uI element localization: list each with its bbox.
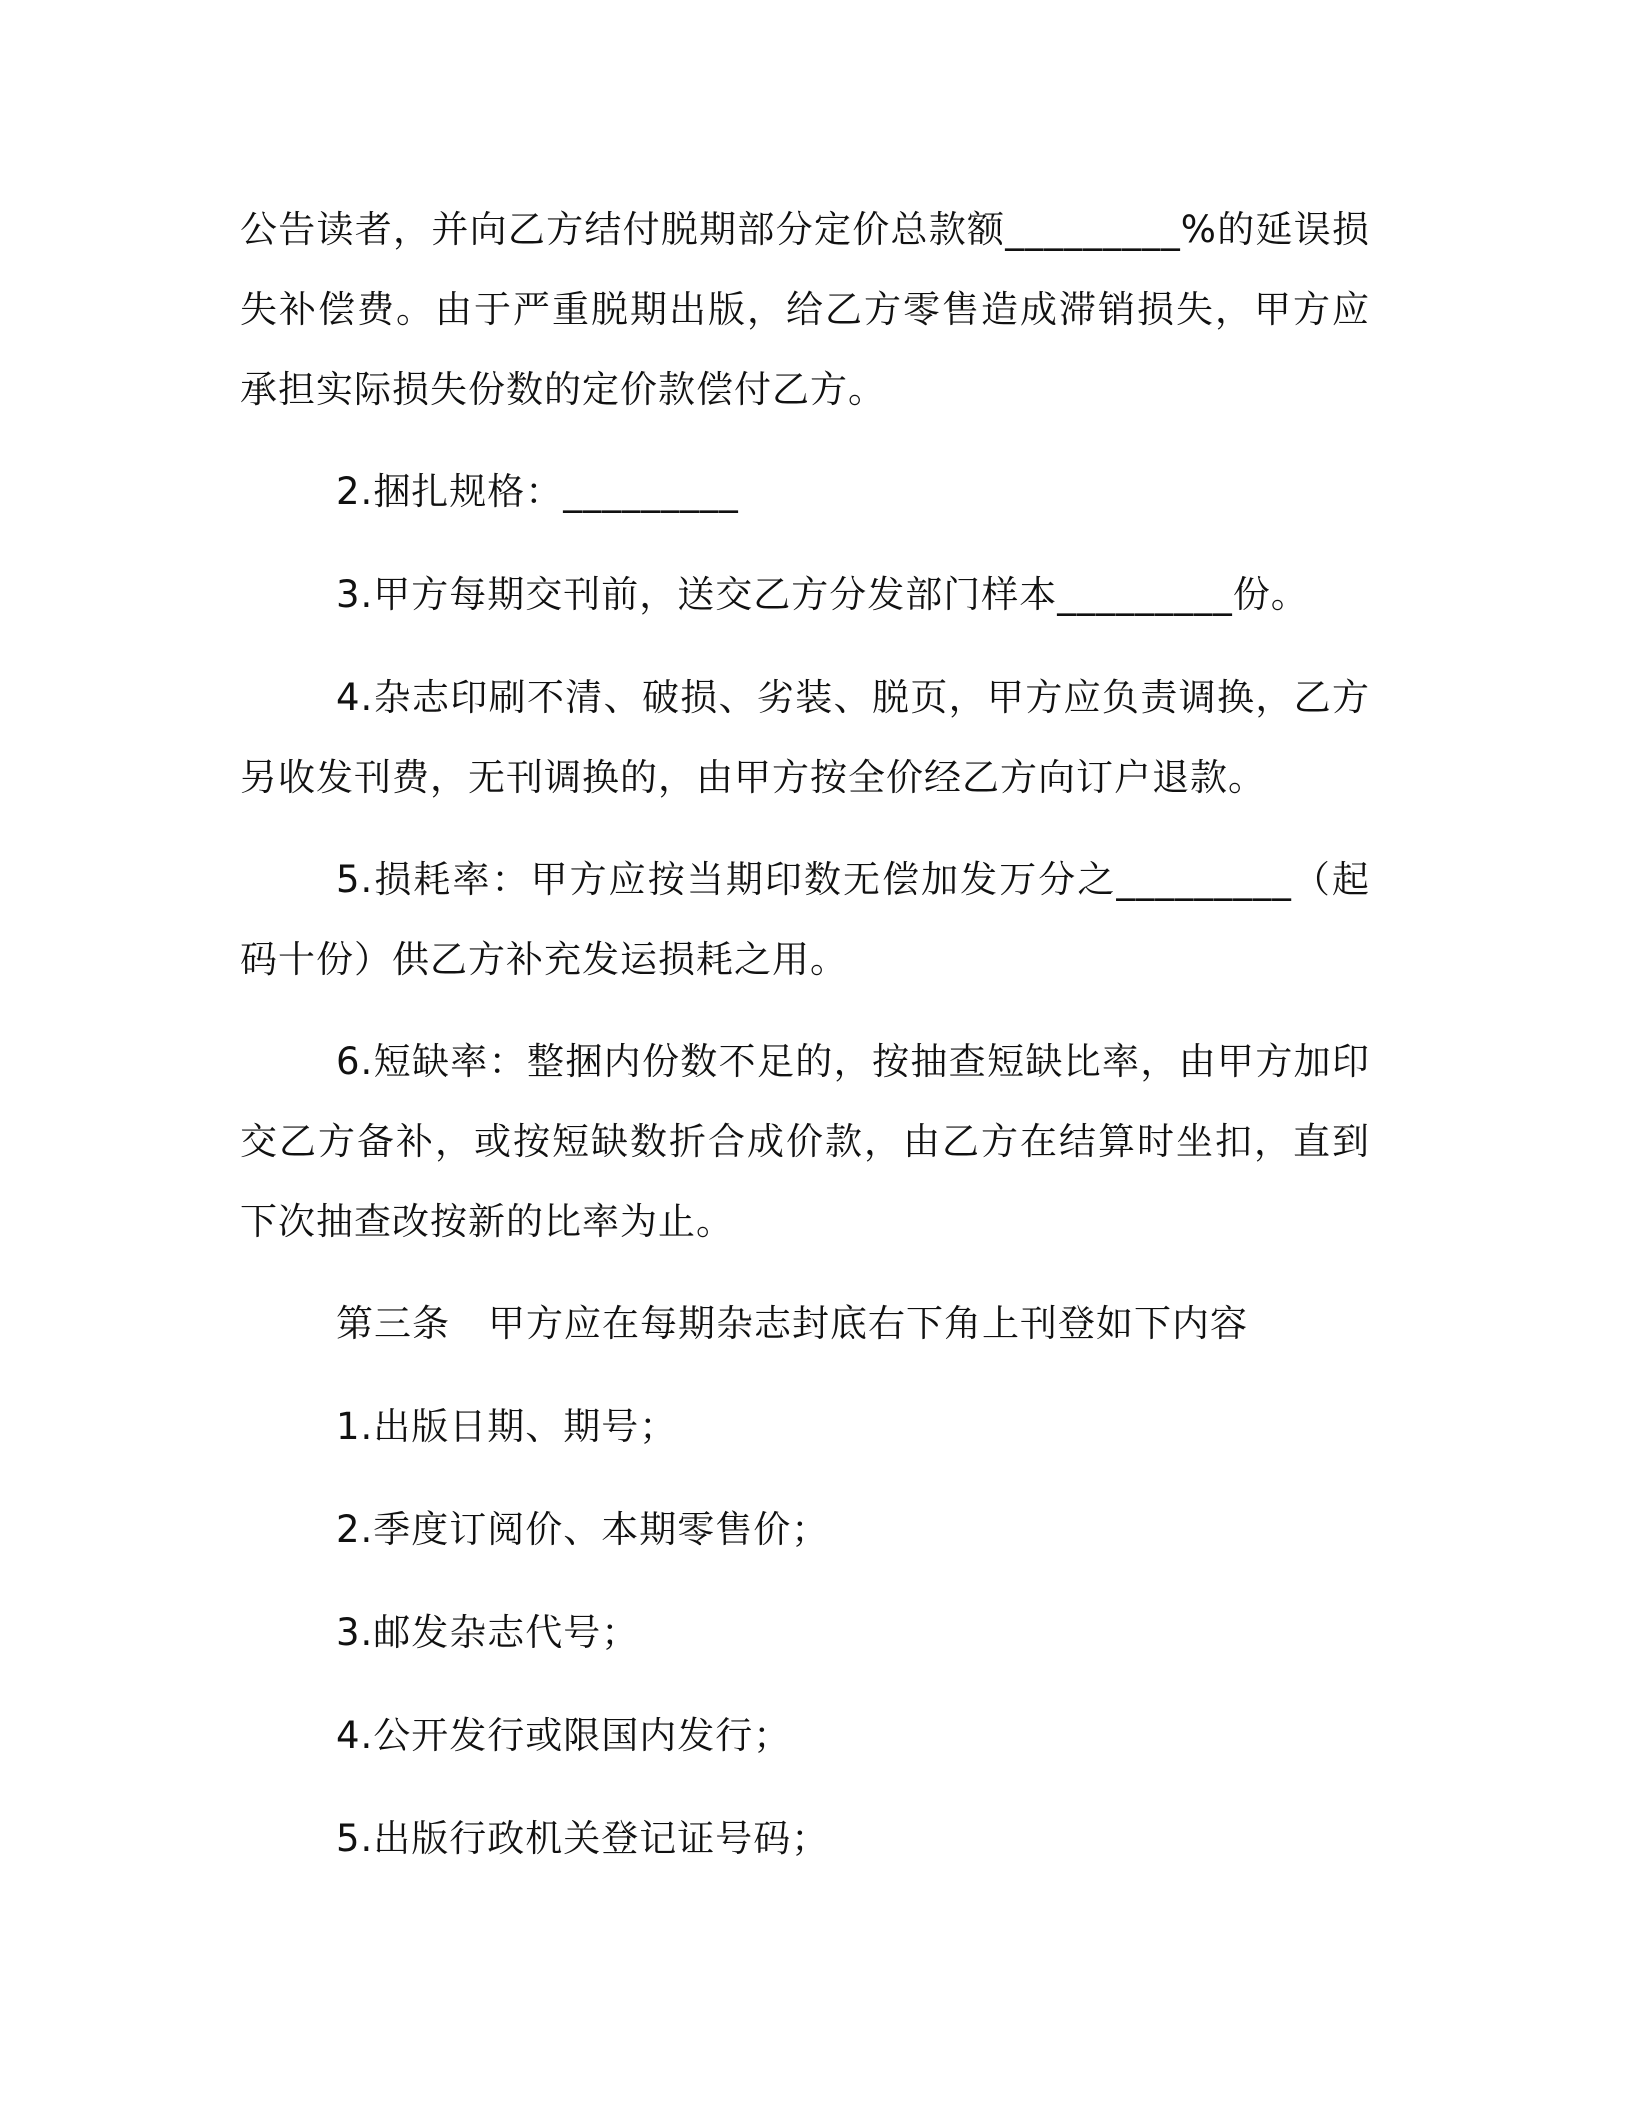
clause-binding-spec: 2.捆扎规格：_________ bbox=[336, 470, 739, 513]
clause-loss-rate: 5.损耗率：甲方应按当期印数无偿加发万分之_________（起码十份）供乙方补充发运损耗之用。 bbox=[240, 858, 1370, 981]
list-item-postal-code: 3.邮发杂志代号； bbox=[336, 1611, 640, 1654]
clause-sample-copies: 3.甲方每期交刊前，送交乙方分发部门样本_________份。 bbox=[336, 573, 1309, 616]
list-item-price: 2.季度订阅价、本期零售价； bbox=[336, 1508, 830, 1551]
list-item-distribution-scope: 4.公开发行或限国内发行； bbox=[336, 1714, 792, 1757]
clause-defect-replacement: 4.杂志印刷不清、破损、劣装、脱页，甲方应负责调换，乙方另收发刊费，无刊调换的，由甲方按全价经乙方向订户退款。 bbox=[240, 676, 1370, 799]
article-three-heading: 第三条 甲方应在每期杂志封底右下角上刊登如下内容 bbox=[336, 1302, 1248, 1345]
paragraph-continuation: 公告读者，并向乙方结付脱期部分定价总款额_________%的延误损失补偿费。由于严重脱期出版，给乙方零售造成滞销损失，甲方应承担实际损失份数的定价款偿付乙方。 bbox=[240, 208, 1370, 411]
clause-shortage-rate: 6.短缺率：整捆内份数不足的，按抽查短缺比率，由甲方加印交乙方备补，或按短缺数折合成价款，由乙方在结算时坐扣，直到下次抽查改按新的比率为止。 bbox=[240, 1040, 1370, 1243]
list-item-registration-number: 5.出版行政机关登记证号码； bbox=[336, 1817, 830, 1860]
document-page bbox=[240, 190, 1370, 1902]
list-item-publication-date: 1.出版日期、期号； bbox=[336, 1405, 678, 1448]
